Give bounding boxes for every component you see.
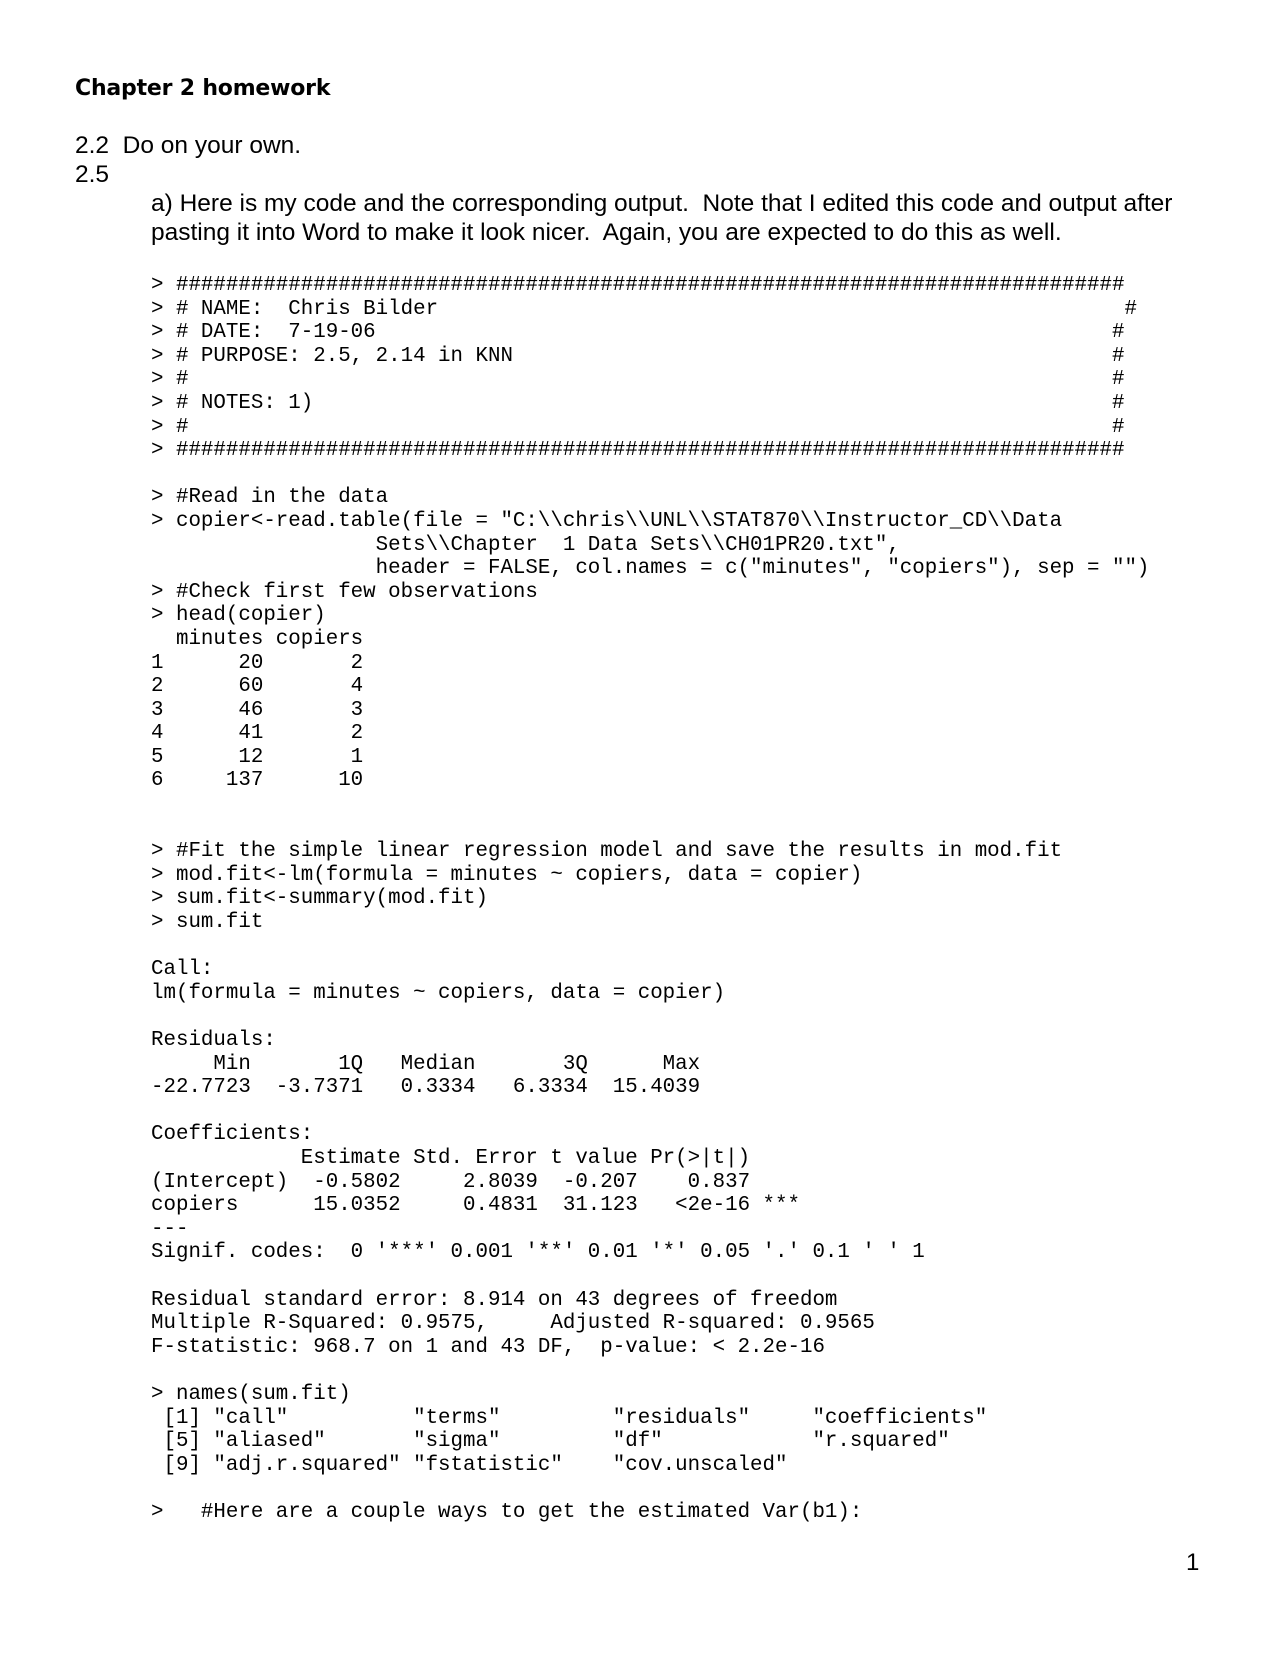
code-line: Multiple R-Squared: 0.9575, Adjusted R-squared: 0.9565	[151, 1312, 875, 1336]
code-line: Coefficients:	[151, 1123, 314, 1147]
intro-line-2: pasting it into Word to make it look nicer. Again, you are expected to do this as well.	[151, 219, 1062, 246]
code-line: Residual standard error: 8.914 on 43 degrees of freedom	[151, 1288, 838, 1312]
code-line: [1] "call" "terms" "residuals" "coefficients"	[151, 1406, 988, 1430]
code-line: ---	[151, 1217, 189, 1241]
code-line	[151, 1005, 1149, 1029]
code-line: > # PURPOSE: 2.5, 2.14 in KNN #	[151, 344, 1125, 368]
intro-line-1: a) Here is my code and the corresponding output. Note that I edited this code and output after	[151, 190, 1173, 217]
code-line: > # NOTES: 1) #	[151, 391, 1125, 415]
code-line: Estimate Std. Error t value Pr(>|t|)	[151, 1146, 751, 1170]
code-line	[151, 1265, 1149, 1289]
code-line: > #Here are a couple ways to get the estimated Var(b1):	[151, 1500, 863, 1524]
chapter-heading: Chapter 2 homework	[75, 76, 331, 101]
code-line: 1 20 2	[151, 651, 364, 675]
item-2-5: 2.5	[75, 161, 110, 188]
code-line	[151, 463, 1149, 487]
code-line: [9] "adj.r.squared" "fstatistic" "cov.unscaled"	[151, 1453, 788, 1477]
code-line: > head(copier)	[151, 604, 326, 628]
code-line: > copier<-read.table(file = "C:\\chris\\UNL\\STAT870\\Instructor_CD\\Data	[151, 509, 1063, 533]
code-line	[151, 1477, 1149, 1501]
code-line: minutes copiers	[151, 627, 364, 651]
code-line: > # DATE: 7-19-06 #	[151, 321, 1125, 345]
code-line: > # #	[151, 368, 1125, 392]
code-line: lm(formula = minutes ~ copiers, data = copier)	[151, 981, 726, 1005]
code-line: Sets\\Chapter 1 Data Sets\\CH01PR20.txt",	[151, 533, 900, 557]
code-line: 3 46 3	[151, 698, 364, 722]
code-line: Min 1Q Median 3Q Max	[151, 1052, 701, 1076]
code-line: header = FALSE, col.names = c("minutes", "copiers"), sep = "")	[151, 557, 1150, 581]
code-line	[151, 1100, 1149, 1124]
item-2-2: 2.2 Do on your own.	[75, 132, 302, 159]
code-line: > ############################################################################	[151, 274, 1125, 297]
code-line: > #Read in the data	[151, 486, 389, 510]
code-line: 6 137 10	[151, 769, 364, 793]
code-line	[151, 935, 1149, 959]
code-line	[151, 793, 1149, 817]
code-line: > # NAME: Chris Bilder #	[151, 297, 1137, 321]
page-number: 1	[1186, 1549, 1200, 1576]
code-line: > mod.fit<-lm(formula = minutes ~ copiers, data = copier)	[151, 863, 863, 887]
code-line: 5 12 1	[151, 745, 364, 769]
code-line: > #Check first few observations	[151, 580, 538, 604]
code-line: Call:	[151, 958, 214, 982]
code-line: F-statistic: 968.7 on 1 and 43 DF, p-value: < 2.2e-16	[151, 1335, 825, 1359]
code-line: > sum.fit<-summary(mod.fit)	[151, 887, 488, 911]
code-line: > ############################################################################	[151, 439, 1125, 463]
code-line: copiers 15.0352 0.4831 31.123 <2e-16 ***	[151, 1194, 800, 1218]
code-line: Residuals:	[151, 1029, 276, 1052]
code-line: (Intercept) -0.5802 2.8039 -0.207 0.837	[151, 1170, 751, 1194]
r-code-output-block	[151, 274, 1149, 1524]
code-line: 4 41 2	[151, 722, 364, 746]
code-line: 2 60 4	[151, 675, 364, 699]
code-line: -22.7723 -3.7371 0.3334 6.3334 15.4039	[151, 1076, 701, 1100]
code-line	[151, 817, 1149, 841]
code-line: > sum.fit	[151, 911, 264, 935]
code-line: > # #	[151, 415, 1125, 439]
code-line: Signif. codes: 0 '***' 0.001 '**' 0.01 '*' 0.05 '.' 0.1 ' ' 1	[151, 1241, 925, 1265]
code-line: > #Fit the simple linear regression model and save the results in mod.fit	[151, 840, 1063, 864]
code-line: > names(sum.fit)	[151, 1382, 351, 1406]
code-line: [5] "aliased" "sigma" "df" "r.squared"	[151, 1430, 950, 1454]
code-line	[151, 1359, 1149, 1383]
